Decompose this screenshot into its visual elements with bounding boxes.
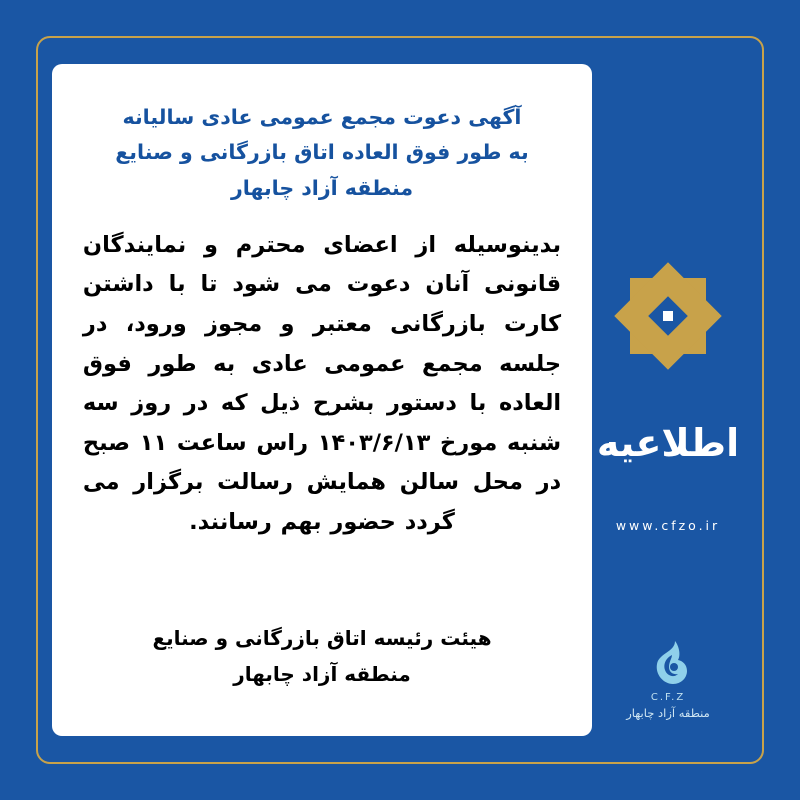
- card-title-line-1: آگهی دعوت مجمع عمومی عادی سالیانه: [122, 105, 522, 129]
- organization-logo: [626, 638, 710, 720]
- side-headline: اطلاعیه: [596, 421, 740, 465]
- card-signature: [98, 620, 547, 692]
- side-column: [588, 64, 748, 736]
- card-title-line-2: به طور فوق العاده اتاق بازرگانی و صنایع: [115, 140, 529, 165]
- star-center-dot: [663, 311, 673, 321]
- card-title-line-3: منطقه آزاد چابهار: [230, 175, 414, 200]
- card-body-text: بدینوسیله از اعضای محترم و نمایندگان قانونی آنان دعوت می شود تا با داشتن کارت بازرگانی معتبر و مجوز ورود، در جلسه مجمع عمومی عادی به طور فوق العاده با دستور بشرح ذیل که در روز سه شنبه مورخ ۱۴۰۳/۶/۱۳ راس ساعت ۱۱ صبح در محل سالن همایش رسالت برگزار می گردد حضور بهم رسانند.: [82, 231, 562, 535]
- signature-line-1: هیئت رئیسه اتاق بازرگانی و صنایع: [152, 626, 492, 650]
- card-title: [88, 100, 556, 206]
- website-url[interactable]: www.cfzo.ir: [615, 518, 721, 533]
- cfz-flame-logo-icon: [645, 638, 691, 688]
- logo-caption: منطقه آزاد چابهار: [626, 706, 710, 720]
- eight-point-star-icon: [616, 264, 720, 368]
- logo-abbreviation: C.F.Z: [650, 692, 686, 703]
- announcement-card: [52, 64, 592, 736]
- signature-line-2: منطقه آزاد چابهار: [233, 662, 411, 686]
